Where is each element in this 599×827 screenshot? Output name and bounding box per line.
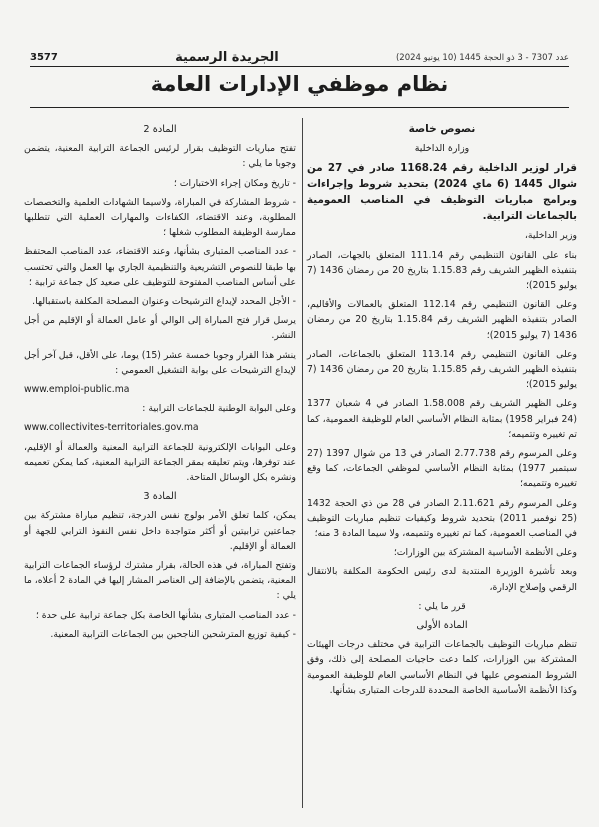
article-2-paragraph: وعلى البوابة الوطنية للجماعات الترابية :	[142, 403, 296, 415]
decree-title: قرار لوزير الداخلية رقم 1168.24 صادر في 27 من شوال 1445 (6 ماي 2024) بتحديد شروط وإجراءات وبرامج مباريات التوظيف في المناصب العمومية بالجماعات الترابية.	[307, 162, 578, 223]
column-divider	[302, 118, 303, 808]
decides-line: قرر ما يلي :	[418, 600, 466, 612]
article-3-title: المادة 3	[143, 491, 177, 503]
section-title: نصوص خاصة	[408, 123, 476, 135]
recital-2: وعلى القانون التنظيمي رقم 112.14 المتعلق بالعمالات والأقاليم، الصادر بتنفيذه الظهير الشريف رقم 1.15.84 بتاريخ 20 من رمضان 1436 (7 يوليو 2015)؛	[307, 299, 577, 341]
right-column	[307, 122, 577, 702]
article-3-paragraph: وتفتح المباراة، في هذه الحالة، بقرار مشترك لرؤساء الجماعات الترابية المعنية، يتضمن بالإضافة إلى العناصر المشار إليها في المادة 2 أعلاه، ما يلي :	[24, 560, 296, 602]
article-1-title: المادة الأولى	[416, 620, 468, 632]
article-2-paragraph: يرسل قرار فتح المباراة إلى الوالي أو عامل العمالة أو الإقليم من أجل النشر.	[24, 315, 296, 342]
collectivites-link[interactable]: www.collectivites-territoriales.gov.ma	[24, 422, 199, 434]
page-number: 3577	[30, 52, 58, 63]
recital-5: وعلى المرسوم رقم 2.77.738 الصادر في 13 من شوال 1397 (27 سبتمبر 1977) بمثابة النظام الأساسي لموظفي الجماعات، كما وقع تغييره وتتميمه؛	[307, 448, 577, 490]
ministry-name: وزارة الداخلية	[414, 143, 470, 155]
recital-4: وعلى الظهير الشريف رقم 1.58.008 الصادر في 4 شعبان 1377 (24 فبراير 1958) بمثابة النظام الأساسي العام للوظيفة العمومية، كما تم تغييره وتتميمه؛	[307, 398, 577, 440]
article-2-paragraph: ينشر هذا القرار وجوبا خمسة عشر (15) يوما، على الأقل، قبل آخر أجل لإيداع الترشيحات على بوابة التشغيل العمومي :	[24, 349, 296, 376]
article-2-item: - شروط المشاركة في المباراة، ولاسيما الشهادات العلمية والتخصصات المطلوبة، وعند الاقتضاء، الكفاءات والمهارات العملية التي تتطلبها ممارسة الوظيفة المطلوب شغلها ؛	[24, 196, 296, 239]
article-3-item: - عدد المناصب المتبارى بشأنها الخاصة بكل جماعة ترابية على حدة ؛	[35, 609, 296, 621]
page-header	[30, 50, 569, 65]
recital-6: وعلى المرسوم رقم 2.11.621 الصادر في 28 من ذي الحجة 1432 (25 نوفمبر 2011) بتحديد شروط وكيفيات تنظيم مباريات التوظيف في المناصب العمومية، كما تم تغييره وتتميمه، ولا سيما المادة 3 منه؛	[307, 497, 578, 540]
article-2-item: - عدد المناصب المتبارى بشأنها، وعند الاقتضاء، عدد المناصب المحتفظ بها طبقا للنصوص التشريعية والتنظيمية الجاري بها العمل والتي تحتسب على أساس المناصب المفتوحة للتوظيف على صعيد كل جماعة ترابية ؛	[24, 246, 296, 288]
left-column	[24, 122, 296, 646]
article-3-item: - كيفية توزيع المترشحين الناجحين بين الجماعات الترابية المعنية.	[50, 628, 296, 640]
recital-3: وعلى القانون التنظيمي رقم 113.14 المتعلق بالجماعات، الصادر بتنفيذه الظهير الشريف رقم 1.15.85 بتاريخ 20 من رمضان 1436 (7 يوليو 2015)؛	[307, 348, 577, 391]
recital-7: وعلى الأنظمة الأساسية المشتركة بين الوزارات؛	[393, 547, 577, 559]
emploi-public-link[interactable]: www.emploi-public.ma	[24, 384, 130, 396]
article-2-title: المادة 2	[143, 124, 177, 135]
article-3-paragraph: يمكن، كلما تعلق الأمر بولوج نفس الدرجة، تنظيم مباراة مشتركة بين جماعتين ترابيتين أو أكثر متواجدة داخل نفس النفوذ الترابي للجهة أو العمالة أو الإقليم.	[24, 510, 296, 552]
title-rule	[30, 107, 569, 108]
header-rule	[30, 66, 569, 67]
issue-info: عدد 7307 - 3 ذو الحجة 1445 (10 يونيو 2024)	[395, 52, 569, 63]
page-title: نظام موظفي الإدارات العامة	[150, 72, 449, 96]
recital-1: بناء على القانون التنظيمي رقم 111.14 المتعلق بالجهات، الصادر بتنفيذه الظهير الشريف رقم 1.15.83 بتاريخ 20 من رمضان 1436 (7 يوليو 2015)؛	[307, 249, 577, 292]
article-2-item: - الأجل المحدد لإيداع الترشيحات وعنوان المصلحة المكلفة باستقبالها.	[32, 296, 296, 308]
recital-8: وبعد تأشيرة الوزيرة المنتدبة لدى رئيس الحكومة المكلفة بالانتقال الرقمي وإصلاح الإدارة،	[307, 566, 577, 593]
gazette-name: الجريدة الرسمية	[175, 50, 279, 65]
article-2-intro: تفتح مباريات التوظيف بقرار لرئيس الجماعة الترابية المعنية، يتضمن وجوبا ما يلي :	[24, 143, 296, 170]
article-1-text: تنظم مباريات التوظيف بالجماعات الترابية في مختلف درجات الهيئات المشتركة بين الوزارات، كلما دعت حاجيات المصلحة إلى ذلك، وفق الشروط المنصوص عليها في النظام الأساسي العام للوظيفة العمومية وكذا الأنظمة الأساسية الخاصة المحددة للدرجات المتبارى بشأنها.	[307, 639, 577, 696]
minister-line: وزير الداخلية،	[524, 230, 577, 242]
article-2-paragraph: وعلى البوابات الإلكترونية للجماعة الترابية المعنية والعمالة أو الإقليم، عند توفرها، ويتم تعليقه بمقر الجماعة الترابية المعنية، كما يمكن تعميمه ونشره بكل الوسائل المتاحة.	[24, 441, 296, 484]
article-2-item: - تاريخ ومكان إجراء الاختبارات ؛	[173, 177, 296, 189]
